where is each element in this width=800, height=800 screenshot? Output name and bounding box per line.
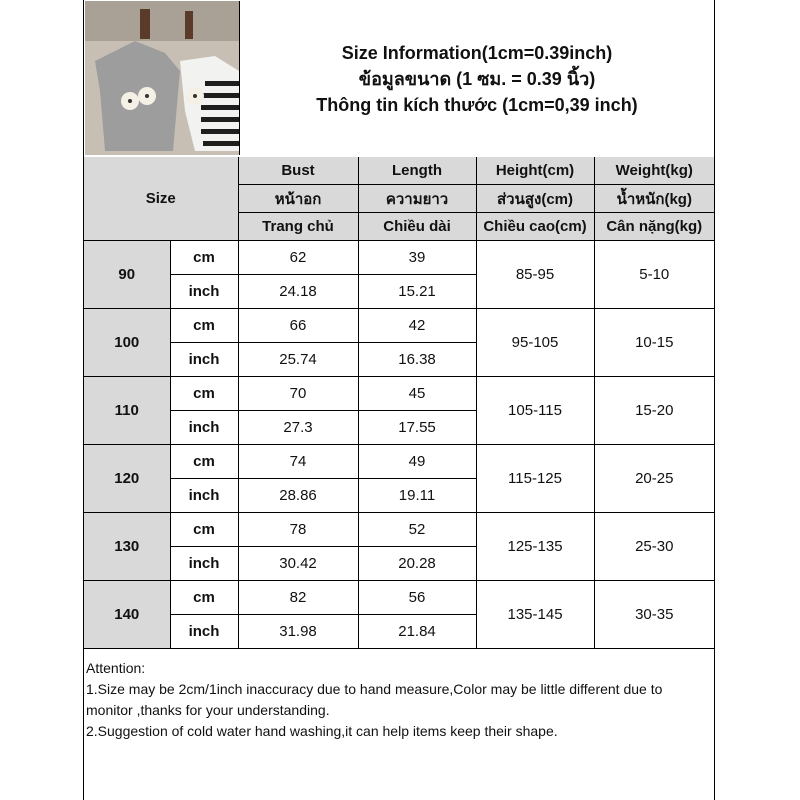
length-cm: 49 [358,445,476,479]
size-value: 100 [84,309,170,377]
unit-cm: cm [170,309,238,343]
unit-inch: inch [170,275,238,309]
column-header-length-vietnamese: Chiều dài [358,213,476,241]
product-photo [85,1,240,155]
bust-cm: 82 [238,581,358,615]
weight-range: 20-25 [594,445,714,513]
table-row [84,445,714,479]
column-header-weight-thai: น้ำหนัก(kg) [594,185,714,213]
height-range: 85-95 [476,241,594,309]
bust-inch: 27.3 [238,411,358,445]
bust-cm: 78 [238,513,358,547]
attention-notes [86,658,712,742]
weight-range: 15-20 [594,377,714,445]
bust-cm: 74 [238,445,358,479]
height-range: 135-145 [476,581,594,649]
note-washing: 2.Suggestion of cold water hand washing,it can help items keep their shape. [86,723,558,739]
length-cm: 39 [358,241,476,275]
size-value: 110 [84,377,170,445]
titles [240,0,714,157]
unit-cm: cm [170,445,238,479]
title-english: Size Information(1cm=0.39inch) [341,42,613,63]
table-row [84,241,714,275]
length-cm: 45 [358,377,476,411]
weight-range: 5-10 [594,241,714,309]
column-header-weight-vietnamese: Cân nặng(kg) [594,213,714,241]
column-header-weight: Weight(kg) [594,157,714,185]
length-inch: 16.38 [358,343,476,377]
size-value: 130 [84,513,170,581]
length-cm: 52 [358,513,476,547]
height-range: 105-115 [476,377,594,445]
column-header-height-vietnamese: Chiều cao(cm) [476,213,594,241]
column-header-bust-thai: หน้าอก [238,185,358,213]
size-table [84,157,714,649]
height-range: 115-125 [476,445,594,513]
bust-cm: 66 [238,309,358,343]
table-row [84,581,714,615]
bust-inch: 28.86 [238,479,358,513]
bust-cm: 62 [238,241,358,275]
height-range: 125-135 [476,513,594,581]
length-inch: 19.11 [358,479,476,513]
table-row [84,377,714,411]
unit-inch: inch [170,343,238,377]
note-measurement: 1.Size may be 2cm/1inch inaccuracy due to hand measure,Color may be little different due to monitor ,thanks for your understanding. [86,681,663,718]
height-range: 95-105 [476,309,594,377]
length-cm: 42 [358,309,476,343]
unit-inch: inch [170,479,238,513]
unit-cm: cm [170,513,238,547]
unit-inch: inch [170,411,238,445]
header [84,0,714,158]
unit-cm: cm [170,581,238,615]
column-header-length: Length [358,157,476,185]
unit-cm: cm [170,377,238,411]
table-row [84,513,714,547]
length-cm: 56 [358,581,476,615]
size-chart-sheet [83,0,715,800]
column-header-bust-vietnamese: Trang chủ [238,213,358,241]
length-inch: 15.21 [358,275,476,309]
bust-inch: 31.98 [238,615,358,649]
bust-inch: 30.42 [238,547,358,581]
size-value: 120 [84,445,170,513]
unit-inch: inch [170,547,238,581]
size-value: 140 [84,581,170,649]
weight-range: 30-35 [594,581,714,649]
column-header-length-thai: ความยาว [358,185,476,213]
table-row [84,309,714,343]
title-thai: ข้อมูลขนาด (1 ซม. = 0.39 นิ้ว) [358,68,596,89]
column-header-height: Height(cm) [476,157,594,185]
notes-heading: Attention: [86,660,146,676]
bust-inch: 25.74 [238,343,358,377]
column-header-height-thai: ส่วนสูง(cm) [476,185,594,213]
length-inch: 21.84 [358,615,476,649]
size-header: Size [84,157,238,241]
unit-inch: inch [170,615,238,649]
column-header-bust: Bust [238,157,358,185]
unit-cm: cm [170,241,238,275]
product-photo-illustration [85,1,239,155]
weight-range: 25-30 [594,513,714,581]
bust-cm: 70 [238,377,358,411]
size-value: 90 [84,241,170,309]
weight-range: 10-15 [594,309,714,377]
length-inch: 17.55 [358,411,476,445]
title-vietnamese: Thông tin kích thước (1cm=0,39 inch) [316,94,638,115]
length-inch: 20.28 [358,547,476,581]
bust-inch: 24.18 [238,275,358,309]
